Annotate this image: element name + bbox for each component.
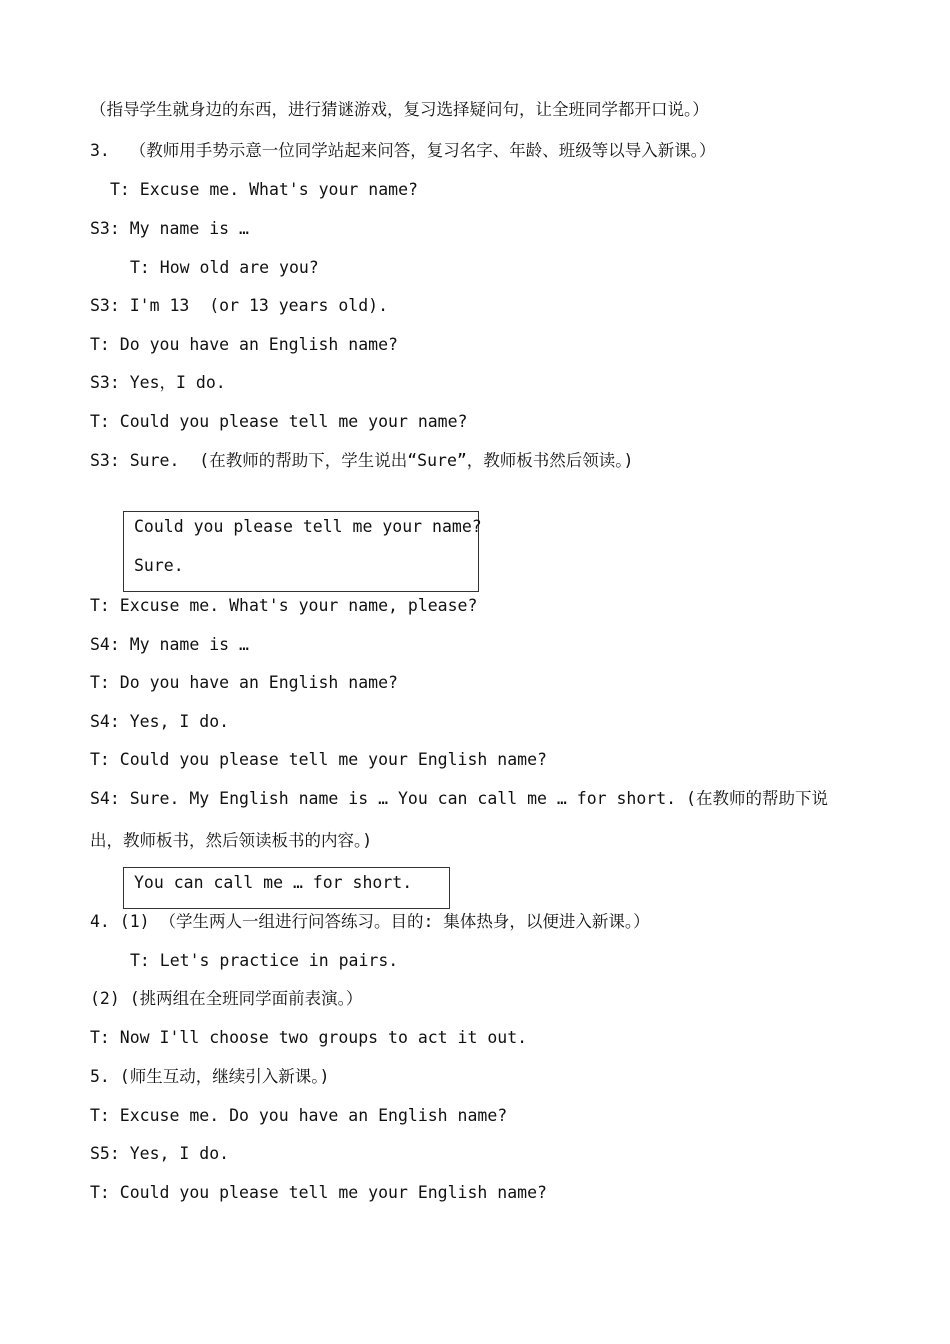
text-line: T: Do you have an English name? bbox=[90, 673, 398, 692]
box-text-line: Sure. bbox=[134, 556, 184, 575]
text-line: T: Could you please tell me your English name? bbox=[90, 1183, 547, 1202]
box-text-line: Could you please tell me your name? bbox=[134, 517, 482, 536]
text-line: T: Excuse me. Do you have an English name? bbox=[90, 1106, 508, 1125]
text-line: T: Could you please tell me your English name? bbox=[90, 750, 547, 769]
box-text-line: You can call me … for short. bbox=[134, 873, 413, 892]
text-line: S3: Sure. (在教师的帮助下，学生说出“Sure”，教师板书然后领读。) bbox=[90, 451, 634, 470]
text-line: T: Let's practice in pairs. bbox=[130, 951, 399, 970]
text-line: (2) (挑两组在全班同学面前表演。） bbox=[90, 989, 363, 1008]
text-line: T: Excuse me. What's your name, please? bbox=[90, 596, 478, 615]
text-line: S4: Yes, I do. bbox=[90, 712, 230, 731]
text-line: S5: Yes, I do. bbox=[90, 1144, 230, 1163]
text-line: 4. (1) （学生两人一组进行问答练习。目的: 集体热身，以便进入新课。） bbox=[90, 912, 650, 931]
text-line: 出，教师板书，然后领读板书的内容。) bbox=[90, 831, 373, 850]
text-line: 3. （教师用手势示意一位同学站起来问答，复习名字、年龄、班级等以导入新课。） bbox=[90, 141, 716, 160]
text-line: S4: Sure. My English name is … You can call me … for short. (在教师的帮助下说 bbox=[90, 789, 828, 808]
text-line: S3: Yes，I do. bbox=[90, 373, 226, 392]
text-line: T: Could you please tell me your name? bbox=[90, 412, 468, 431]
text-line: T: Do you have an English name? bbox=[90, 335, 398, 354]
text-line: S3: My name is … bbox=[90, 219, 249, 238]
text-line: T: How old are you? bbox=[130, 258, 319, 277]
blackboard-box bbox=[123, 867, 450, 909]
text-line: （指导学生就身边的东西，进行猜谜游戏，复习选择疑问句，让全班同学都开口说。） bbox=[90, 100, 709, 119]
text-line: T: Excuse me. What's your name? bbox=[110, 180, 418, 199]
text-line: 5. (师生互动，继续引入新课。) bbox=[90, 1067, 330, 1086]
blackboard-box bbox=[123, 511, 482, 592]
text-line: S4: My name is … bbox=[90, 635, 249, 654]
text-line: S3: I'm 13 (or 13 years old). bbox=[90, 296, 389, 315]
text-line: T: Now I'll choose two groups to act it out. bbox=[90, 1028, 528, 1047]
